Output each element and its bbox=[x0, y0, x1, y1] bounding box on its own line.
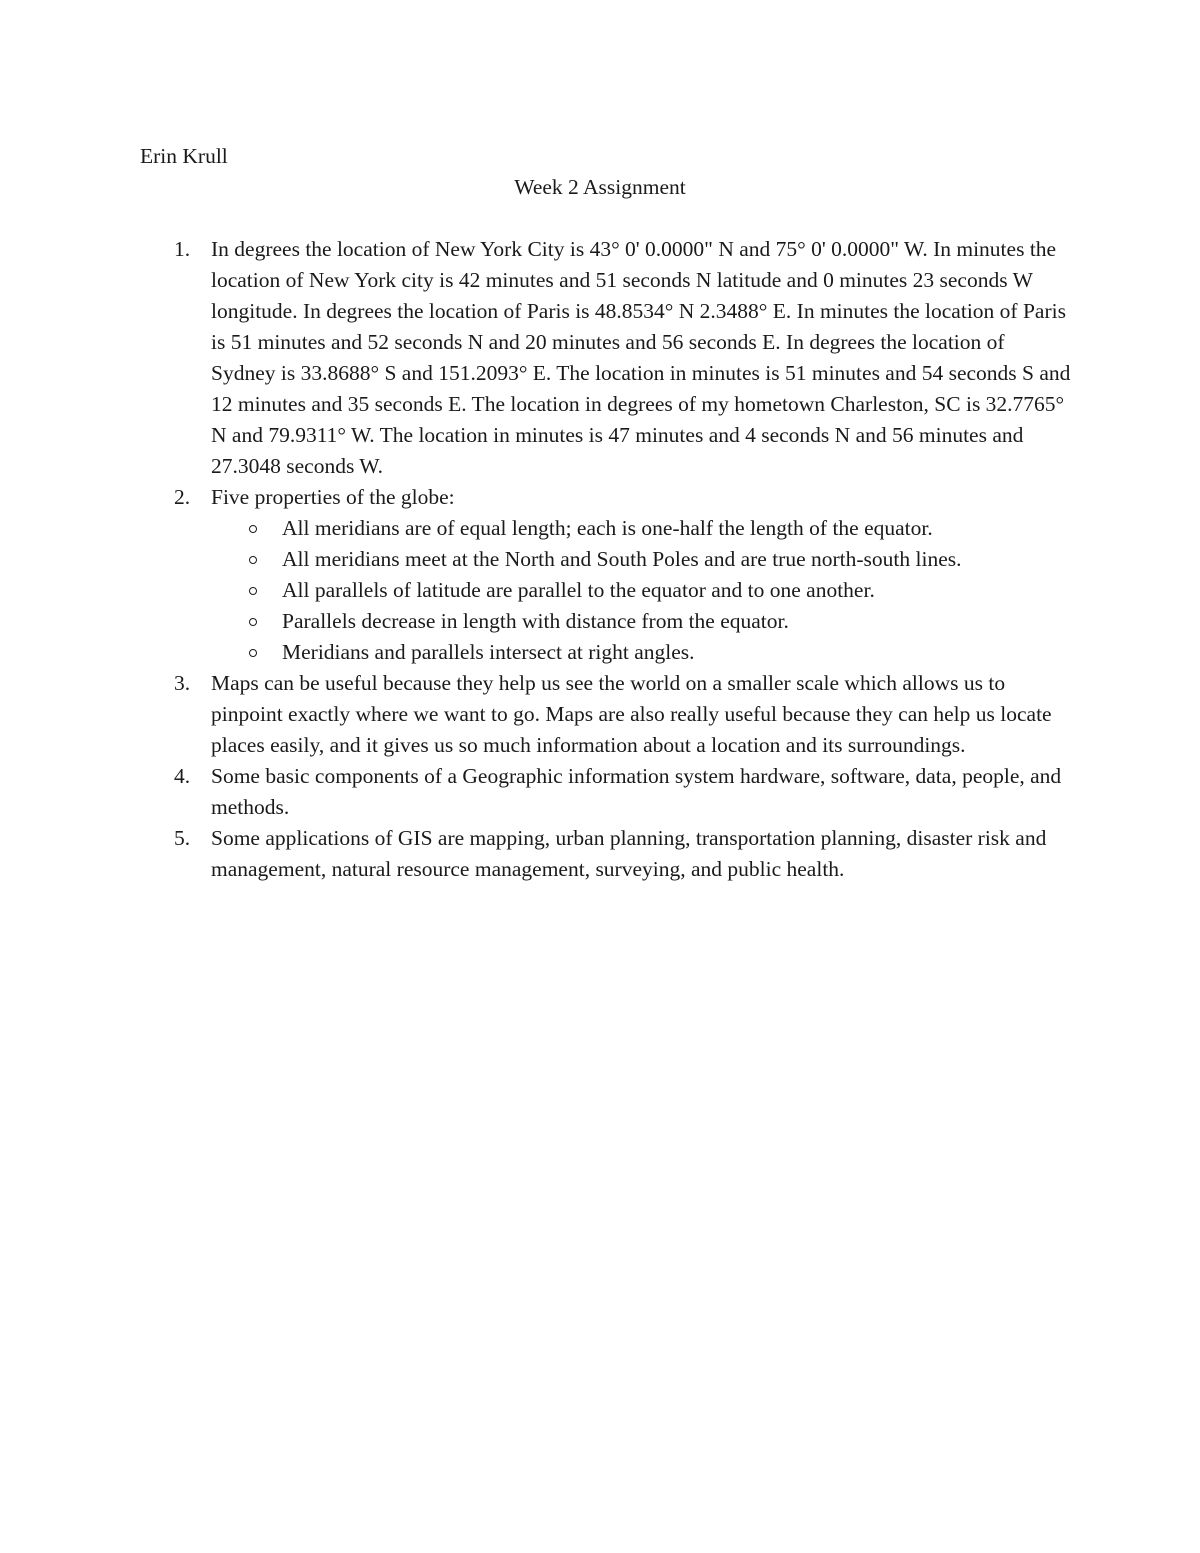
globe-properties-list bbox=[211, 513, 1071, 668]
circle-bullet-icon bbox=[249, 556, 257, 564]
circle-bullet-icon bbox=[249, 587, 257, 595]
item-number: 4. bbox=[174, 764, 191, 788]
item-text: Some basic components of a Geographic information system hardware, software, data, people, and methods. bbox=[211, 764, 1062, 819]
list-item bbox=[174, 234, 1071, 482]
circle-bullet-icon bbox=[249, 649, 257, 657]
list-item bbox=[174, 668, 1071, 761]
list-item bbox=[174, 761, 1071, 823]
sub-list-item bbox=[282, 637, 1071, 668]
sub-item-text: Parallels decrease in length with distance from the equator. bbox=[282, 609, 789, 633]
item-text: In degrees the location of New York City is 43° 0' 0.0000" N and 75° 0' 0.0000" W. In minutes the location of New York city is 42 minutes and 51 seconds N latitude and 0 minutes 23 seconds W longitude. In degrees the location of Paris is 48.8534° N 2.3488° E. In minutes the location of Paris is 51 minutes and 52 seconds N and 20 minutes and 56 seconds E. In degrees the location of Sydney is 33.8688° S and 151.2093° E. The location in minutes is 51 minutes and 54 seconds S and 12 minutes and 35 seconds E. The location in degrees of my hometown Charleston, SC is 32.7765° N and 79.9311° W. The location in minutes is 47 minutes and 4 seconds N and 56 minutes and 27.3048 seconds W. bbox=[211, 237, 1071, 478]
sub-list-item bbox=[282, 606, 1071, 637]
item-text: Five properties of the globe: bbox=[211, 485, 455, 509]
sub-item-text: All parallels of latitude are parallel to the equator and to one another. bbox=[282, 578, 875, 602]
circle-bullet-icon bbox=[249, 618, 257, 626]
sub-item-text: All meridians are of equal length; each is one-half the length of the equator. bbox=[282, 516, 933, 540]
sub-list-item bbox=[282, 513, 1071, 544]
author-name: Erin Krull bbox=[140, 144, 228, 168]
item-text: Some applications of GIS are mapping, urban planning, transportation planning, disaster risk and management, natural resource management, surveying, and public health. bbox=[211, 826, 1047, 881]
item-number: 3. bbox=[174, 671, 191, 695]
sub-list-item bbox=[282, 544, 1071, 575]
item-number: 5. bbox=[174, 826, 191, 850]
list-item bbox=[174, 482, 1071, 668]
item-number: 1. bbox=[174, 237, 191, 261]
circle-bullet-icon bbox=[249, 525, 257, 533]
answer-list bbox=[174, 234, 1071, 885]
list-item bbox=[174, 823, 1071, 885]
sub-list-item bbox=[282, 575, 1071, 606]
sub-item-text: Meridians and parallels intersect at right angles. bbox=[282, 640, 695, 664]
document-title: Week 2 Assignment bbox=[514, 175, 686, 199]
sub-item-text: All meridians meet at the North and South Poles and are true north-south lines. bbox=[282, 547, 962, 571]
item-text: Maps can be useful because they help us see the world on a smaller scale which allows us to pinpoint exactly where we want to go. Maps are also really useful because they can help us locate places easily, and it gives us so much information about a location and its surroundings. bbox=[211, 671, 1052, 757]
item-number: 2. bbox=[174, 485, 191, 509]
